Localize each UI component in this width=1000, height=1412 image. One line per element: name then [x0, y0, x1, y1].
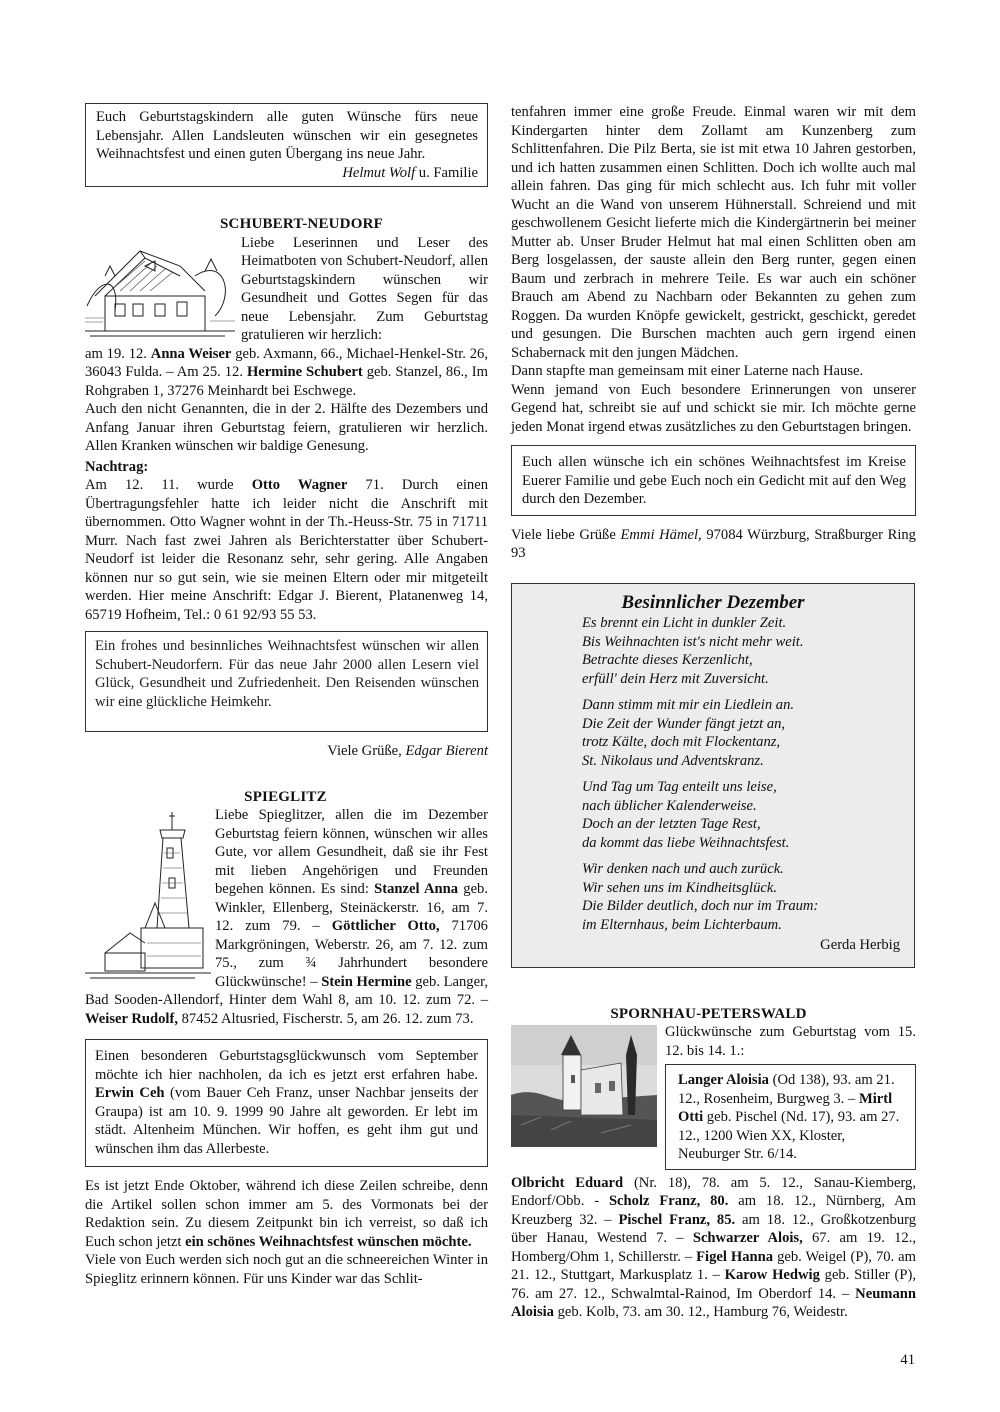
story-continued-3: Wenn jemand von Euch besondere Erinnerungen von unserer Gegend hat, schreibt sie auf und schickt sie mir. Ich möchte gerne jeden Monat irgend etwas zusätzliches zu den Geburtstagen bringen. [511, 381, 916, 435]
nachtrag-text [85, 476, 488, 624]
spieglitz-n1: Stanzel Anna [374, 881, 459, 897]
nachtrag-t2: 71. Durch einen Übertragungsfehler hatte ich leider nicht die Anschrift mit übernommen. Otto Wagner wohnt in der Th.-Heuss-Str. 75 in 71711 Murr. Nach fast zwei Jahren als Berichterstatter über Schubert-Neudorf ist leider die Resonanz sehr, sehr gering. Alle Angaben können nur so gut sein, wie sie meinen Eltern oder mir mitgeteilt werden. Hier meine Anschrift: Edgar J. Bierent, Platanenweg 14, 65719 Hofheim, Tel.: 0 61 92/93 55 53. [85, 477, 488, 623]
spieglitz-story-2: Viele von Euch werden sich noch gut an die schneereichen Winter in Spieglitz erinnern können. Für uns Kinder war das Schlit- [85, 1252, 488, 1287]
nachtrag-name: Otto Wagner [251, 477, 348, 493]
spornhau-birthdays [511, 1174, 916, 1322]
poem-stanza-3 [582, 778, 900, 852]
poem-line: im Elternhaus, beim Lichterbaum. [582, 916, 782, 933]
story1-text: Es ist jetzt Ende Oktober, während ich diese Zeilen schreibe, denn die Artikel sollen schon immer am 5. des Vormonats bei der Redaktion sein. Zu diesem Zeitpunkt bin ich verreist, so daß ich Euch schon jetzt [85, 1178, 488, 1250]
nachtrag-label-text: Nachtrag: [85, 458, 149, 475]
spornhau-box-text [678, 1071, 907, 1164]
sporn-t7: geb. Kolb, 73. am 30. 12., Hamburg 76, Weidestr. [553, 1304, 848, 1320]
ceh-t2: (vom Bauer Ceh Franz, unser Nachbar jenseits der Graupa) ist am 10. 9. 1999 90 Jahre alt geworden. Er lebt im städt. Altenheim München. Wir hoffen, es geht ihm gut und wünschen ihm das Allerbeste. [95, 1085, 479, 1157]
schubert-others: Auch den nicht Genannten, die in der 2. Hälfte des Dezembers und Anfang Januar ihren Geburtstag feiern, gratulieren wir herzlich. Allen Kranken wünschen wir baldige Genesung. [85, 401, 488, 454]
spieglitz-t4: geb. Langer, Bad Sooden-Allendorf, Hinter dem Wahl 8, am 10. 12. zum 72. – [85, 973, 489, 1008]
schubert-wishes-box [85, 631, 488, 732]
poem-stanza-2 [582, 696, 900, 770]
story1-bold: ein schönes Weihnachtsfest wünschen möchte. [185, 1233, 472, 1250]
poem-line: Dann stimm mit mir ein Liedlein an. [582, 697, 795, 713]
sporn-n2: Scholz Franz, 80. [608, 1193, 729, 1209]
right-column [511, 103, 916, 1322]
sporn-t1: (Nr. 18), 78. am 5. 12., Sanau-Kiemberg, Endorf/Obb. - [511, 1174, 916, 1209]
sporn-n3: Pischel Franz, 85. [618, 1211, 736, 1228]
schubert-b-text3: geb. Stanzel, 86., Im Rohgraben 1, 37276 Meinhardt bei Eschwege. [85, 364, 488, 399]
tower-illustration [85, 808, 211, 980]
spieglitz-t5: 87452 Altusried, Fischerstr. 5, am 26. 12. zum 73. [177, 1010, 474, 1027]
schubert-b-name2: Hermine Schubert [246, 364, 363, 380]
poem-line: Wir denken nach und auch zurück. [582, 861, 784, 877]
spieglitz-heading: SPIEGLITZ [244, 788, 327, 805]
spieglitz-t1: Liebe Spieglitzer, allen die im Dezember Geburtstag feiern können, wünschen wir alles Gute, vor allem Gesundheit, daß sie ihr Fest mit lieben Angehörigen und Freunden begehen können. Es sind: [215, 807, 488, 897]
poem-author: Gerda Herbig [820, 937, 900, 953]
spornhau-section [511, 1023, 916, 1322]
sporn-b-n2: Mirtl Otti [678, 1090, 893, 1125]
poem-line: St. Nikolaus und Adventskranz. [582, 752, 764, 769]
poem-line: Doch an der letzten Tage Rest, [582, 816, 761, 832]
greeting-box [85, 103, 488, 187]
ceh-text [95, 1047, 478, 1158]
nachtrag-label [85, 458, 488, 477]
church-photo [511, 1025, 657, 1147]
poem-line: Es brennt ein Licht in dunkler Zeit. [582, 615, 787, 631]
hamel-signature [511, 526, 916, 563]
schubert-b-text2: geb. Axmann, 66., Michael-Henkel-Str. 26, 36043 Fulda. – Am 25. 12. [85, 345, 488, 380]
spieglitz-n4: Weiser Rudolf, [85, 1010, 178, 1027]
poem-line: da kommt das liebe Weihnachtsfest. [582, 834, 790, 851]
hamel-sig-pre: Viele liebe Grüße [511, 526, 621, 543]
greeting-sig-rest: u. Familie [415, 164, 478, 181]
spornhau-heading: SPORNHAU-PETERSWALD [610, 1005, 807, 1022]
hamel-box [511, 445, 916, 516]
schubert-sig-pre: Viele Grüße, [327, 743, 406, 759]
schubert-b-name1: Anna Weiser [150, 345, 232, 362]
sporn-n1: Olbricht Eduard [511, 1174, 624, 1191]
sporn-n5: Figel Hanna [696, 1248, 774, 1265]
sporn-n7: Neumann Aloisia [511, 1285, 916, 1320]
sporn-b-t1: (Od 138), 93. am 21. 12., Rosenheim, Burgweg 3. – [678, 1072, 895, 1107]
schubert-sig-name: Edgar Bierent [405, 743, 488, 759]
story-continued-2: Dann stapfte man gemeinsam mit einer Laterne nach Hause. [511, 363, 864, 379]
poem-stanza-4 [582, 860, 900, 934]
greeting-signature [96, 164, 478, 183]
spieglitz-n3: Stein Hermine [321, 973, 412, 990]
sporn-t2: am 18. 12., Nürnberg, Am Kreuzberg 32. – [511, 1193, 916, 1228]
poem-line: Und Tag um Tag enteilt uns leise, [582, 779, 777, 795]
schubert-birthdays [85, 345, 488, 401]
spornhau-intro: Glückwünsche zum Geburtstag vom 15. 12. bis 14. 1.: [665, 1024, 916, 1059]
page-number: 41 [900, 1352, 915, 1368]
poem-line: Die Zeit der Wunder fängt jetzt an, [582, 715, 786, 732]
schubert-section [85, 234, 488, 761]
sporn-b-t2: geb. Pischel (Nd. 17), 93. am 27. 12., 1200 Wien XX, Kloster, Neuburger Str. 6/14. [678, 1109, 900, 1162]
sporn-t6: geb. Stiller (P), 76. am 27. 12., Schwalmtal-Rainod, Im Oberdorf 14. – [511, 1267, 916, 1302]
schubert-b-text1: am 19. 12. [85, 345, 151, 362]
poem-line: erfüll' dein Herz mit Zuversicht. [582, 670, 769, 687]
spornhau-box [665, 1064, 916, 1170]
ceh-box [85, 1039, 488, 1167]
sporn-n6: Karow Hedwig [724, 1267, 820, 1283]
hamel-box-text: Euch allen wünsche ich ein schönes Weihnachtsfest im Kreise Euerer Familie und gebe Euch noch ein Gedicht mit auf den Weg durch den Dezember. [522, 454, 906, 507]
poem-title: Besinnlicher Dezember [621, 591, 805, 613]
schubert-intro: Liebe Leserinnen und Leser des Heimatboten von Schubert-Neudorf, allen Geburtstagskindern wünschen wir Gesundheit und Gottes Segen für das neue Lebensjahr. Zum Geburtstag gratulieren wir herzlich: [241, 234, 488, 343]
poem-box [511, 583, 915, 968]
sporn-n4: Schwarzer Alois, [692, 1230, 803, 1246]
farmhouse-illustration [85, 236, 235, 338]
schubert-signature [85, 742, 488, 761]
poem-line: Die Bilder deutlich, doch nur im Traum: [582, 898, 819, 914]
story-continued: tenfahren immer eine große Freude. Einmal waren wir mit dem Kindergarten hinter dem Zollamt am Kunzenberg zum Schlittenfahren. Die Pilz Berta, sie ist mit etwa 10 Jahren gestorben, und ich hatten zusammen einen Schlitten. Doch ich wollte auch mal allein fahren. Das ging für mich schlecht aus. Ich fuhr mit voller Wucht an die Wand von unserem Hühnerstall. Schreiend und mit geschwollenem Gesicht lieferte mich die Kindergärtnerin bei meiner Mutter ab. Unser Bruder Helmut hat mal einen Schlitten oben am Berg losgelassen, der sauste allein den Berg runter, gegen einen Baum und zerbrach in mehrere Teile. Es war auch ein schöner Brauch am Abend zu Nachbarn oder Bekannten zu gehen zum Roggen. Da wurden Knöpfe gewickelt, gestrickt, geschickt, geredet und gesungen. Die Burschen machten auch gern irgend einen Schabernack mit den jungen Mädchen. [511, 104, 916, 361]
ceh-t1: Einen besonderen Geburtstagsglückwunsch vom September möchte ich hier nachholen, da ich es jetzt erst erfahren habe. [95, 1048, 478, 1083]
sporn-t3: am 18. 12., Großkotzenburg über Hanau, Westend 7. – [511, 1211, 917, 1246]
poem-line: Bis Weihnachten ist's nicht mehr weit. [582, 633, 804, 650]
greeting-text: Euch Geburtstagskindern alle guten Wünsche fürs neue Lebensjahr. Allen Landsleuten wünschen wir ein gesegnetes Weihnachtsfest und einen guten Übergang ins neue Jahr. [96, 109, 478, 162]
poem-line: trotz Kälte, doch mit Flockentanz, [582, 734, 781, 750]
ceh-name: Erwin Ceh [95, 1085, 165, 1101]
spieglitz-t3: 71706 Markgröningen, Weberstr. 26, am 7. 12. zum 75., zum ¾ Jahrhundert besondere Glückwünsche! – [215, 918, 488, 990]
sporn-b-n1: Langer Aloisia [678, 1072, 769, 1088]
poem-line: nach üblicher Kalenderweise. [582, 797, 757, 814]
hamel-sig-name: Emmi Hämel, [620, 526, 702, 543]
sporn-t4: 67. am 19. 12., Homberg/Ohm 1, Schillerstr. – [511, 1230, 916, 1265]
greeting-sig-name: Helmut Wolf [342, 164, 416, 181]
left-column [85, 103, 488, 1288]
spieglitz-section [85, 806, 488, 1028]
schubert-heading: SCHUBERT-NEUDORF [220, 216, 383, 232]
spieglitz-t2: geb. Winkler, Ellenberg, Steinäckerstr. 16, am 7. 12. zum 79. – [215, 881, 488, 934]
nachtrag-t1: Am 12. 11. wurde [85, 477, 252, 493]
spieglitz-story-1 [85, 1177, 488, 1251]
poem-line: Wir sehen uns im Kindheitsglück. [582, 879, 777, 896]
sporn-t5: geb. Weigel (P), 70. am 21. 12., Stuttgart, Markusplatz 1. – [511, 1248, 917, 1283]
spieglitz-n2: Göttlicher Otto, [331, 918, 440, 934]
schubert-wishes-text: Ein frohes und besinnliches Weihnachtsfest wünschen wir allen Schubert-Neudorfern. Für das neue Jahr 2000 allen Lesern viel Glück, Gesundheit und Zufriedenheit. Den Reisenden wünschen wir eine glückliche Heimkehr. [95, 638, 479, 710]
poem-line: Betrachte dieses Kerzenlicht, [582, 652, 753, 668]
poem-stanza-1 [582, 614, 900, 688]
hamel-sig-rest: 97084 Würzburg, Straßburger Ring 93 [511, 526, 916, 561]
